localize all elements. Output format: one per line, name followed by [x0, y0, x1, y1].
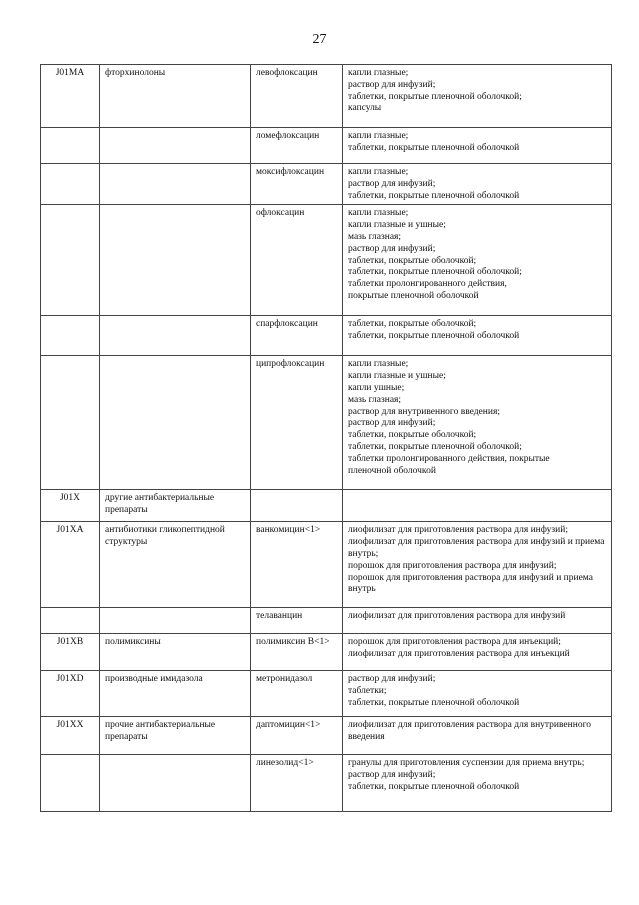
dosage-form: капли глазные и ушные;	[348, 371, 446, 382]
group-cell	[100, 316, 251, 356]
atc-code-cell: J01X	[41, 490, 100, 522]
dosage-form: порошок для приготовления раствора для инфузий и приема внутрь	[348, 572, 593, 595]
dosage-form: капли глазные;	[348, 68, 409, 78]
group-cell	[100, 356, 251, 490]
dosage-forms-cell	[343, 522, 612, 608]
drug-name-cell: ванкомицин<1>	[251, 522, 343, 608]
dosage-form: лиофилизат для приготовления раствора для внутривенного введения	[348, 720, 591, 743]
dosage-form: раствор для инфузий;	[348, 79, 436, 90]
group-cell	[100, 205, 251, 316]
atc-code-cell	[41, 164, 100, 205]
group-cell: полимиксины	[100, 634, 251, 671]
table-row	[41, 356, 612, 490]
table-row	[41, 164, 612, 205]
dosage-form: мазь глазная;	[348, 231, 402, 242]
dosage-forms-cell	[343, 634, 612, 671]
dosage-form: таблетки, покрытые пленочной оболочкой	[348, 142, 520, 153]
table-row	[41, 634, 612, 671]
drug-name-cell: моксифлоксацин	[251, 164, 343, 205]
drug-name-cell: ципрофлоксацин	[251, 356, 343, 490]
dosage-form: таблетки, покрытые пленочной оболочкой;	[348, 441, 522, 452]
dosage-forms-cell	[343, 356, 612, 490]
dosage-form: капли глазные и ушные;	[348, 220, 446, 231]
atc-code-cell: J01XD	[41, 671, 100, 717]
dosage-form: таблетки, покрытые оболочкой;	[348, 430, 477, 441]
atc-code-cell	[41, 128, 100, 164]
drug-name-cell	[251, 490, 343, 522]
table-row	[41, 717, 612, 755]
dosage-form: мазь глазная;	[348, 394, 402, 405]
drug-name-cell: метронидазол	[251, 671, 343, 717]
dosage-form: таблетки, покрытые оболочкой;	[348, 319, 477, 330]
dosage-forms-cell	[343, 717, 612, 755]
group-cell	[100, 128, 251, 164]
group-cell: антибиотики гликопептидной структуры	[100, 522, 251, 608]
dosage-form: раствор для инфузий;	[348, 418, 436, 429]
dosage-form: пленочной оболочкой	[348, 465, 436, 476]
drug-name-cell: телаванцин	[251, 608, 343, 634]
atc-code-cell	[41, 205, 100, 316]
dosage-form: покрытые пленочной оболочкой	[348, 290, 479, 301]
dosage-form: таблетки пролонгированного действия, покрытые	[348, 453, 550, 464]
dosage-form: порошок для приготовления раствора для инъекций;	[348, 637, 561, 648]
dosage-form: лиофилизат для приготовления раствора для инфузий и приема внутрь;	[348, 537, 605, 559]
drug-table	[40, 64, 612, 812]
dosage-forms-cell	[343, 65, 612, 128]
dosage-form: таблетки, покрытые пленочной оболочкой;	[348, 91, 522, 102]
dosage-form: капсулы	[348, 103, 382, 114]
drug-name-cell: полимиксин B<1>	[251, 634, 343, 671]
dosage-form: лиофилизат для приготовления раствора для инфузий	[348, 611, 566, 622]
dosage-form: капли ушные;	[348, 382, 405, 393]
dosage-form: таблетки, покрытые пленочной оболочкой;	[348, 267, 522, 278]
table-row	[41, 522, 612, 608]
group-cell	[100, 608, 251, 634]
dosage-forms-cell	[343, 128, 612, 164]
table-row	[41, 65, 612, 128]
dosage-form: таблетки пролонгированного действия,	[348, 279, 507, 290]
dosage-form: капли глазные;	[348, 359, 409, 370]
dosage-form: капли глазные;	[348, 131, 409, 141]
table-row	[41, 205, 612, 316]
dosage-form: капли глазные;	[348, 208, 409, 219]
table-row	[41, 671, 612, 717]
atc-code-cell: J01XA	[41, 522, 100, 608]
group-cell: фторхинолоны	[100, 65, 251, 128]
dosage-forms-cell	[343, 205, 612, 316]
dosage-forms-cell	[343, 608, 612, 634]
dosage-form: гранулы для приготовления суспензии для приема внутрь;	[348, 758, 585, 769]
dosage-form: лиофилизат для приготовления раствора для инъекций	[348, 649, 570, 660]
group-cell: прочие антибактериальные препараты	[100, 717, 251, 755]
dosage-form: раствор для инфузий;	[348, 770, 436, 781]
page-number: 27	[312, 32, 327, 47]
dosage-form: таблетки, покрытые оболочкой;	[348, 255, 477, 266]
group-cell	[100, 164, 251, 205]
dosage-form: таблетки, покрытые пленочной оболочкой	[348, 331, 520, 342]
drug-name-cell: даптомицин<1>	[251, 717, 343, 755]
table-row	[41, 128, 612, 164]
drug-name-cell: спарфлоксацин	[251, 316, 343, 356]
dosage-form: порошок для приготовления раствора для инфузий;	[348, 560, 557, 571]
dosage-form: таблетки, покрытые пленочной оболочкой	[348, 190, 520, 201]
dosage-forms-cell	[343, 755, 612, 812]
group-cell: другие антибактериальные препараты	[100, 490, 251, 522]
table-row	[41, 490, 612, 522]
dosage-form: лиофилизат для приготовления раствора для инфузий;	[348, 525, 568, 536]
group-cell: производные имидазола	[100, 671, 251, 717]
drug-name-cell: левофлоксацин	[251, 65, 343, 128]
atc-code-cell	[41, 316, 100, 356]
atc-code-cell: J01XB	[41, 634, 100, 671]
dosage-forms-cell	[343, 490, 612, 522]
dosage-form: раствор для инфузий;	[348, 178, 436, 189]
dosage-form: раствор для инфузий;	[348, 674, 436, 685]
dosage-form: раствор для внутривенного введения;	[348, 406, 500, 417]
dosage-form: капли глазные;	[348, 167, 409, 177]
table-row	[41, 316, 612, 356]
atc-code-cell	[41, 755, 100, 812]
dosage-form: таблетки, покрытые пленочной оболочкой	[348, 781, 520, 792]
dosage-form: раствор для инфузий;	[348, 243, 436, 254]
atc-code-cell	[41, 608, 100, 634]
drug-name-cell: линезолид<1>	[251, 755, 343, 812]
table-row	[41, 608, 612, 634]
dosage-forms-cell	[343, 164, 612, 205]
group-cell	[100, 755, 251, 812]
drug-name-cell: офлоксацин	[251, 205, 343, 316]
atc-code-cell: J01MA	[41, 65, 100, 128]
dosage-form: таблетки;	[348, 686, 387, 697]
drug-name-cell: ломефлоксацин	[251, 128, 343, 164]
table-row	[41, 755, 612, 812]
atc-code-cell	[41, 356, 100, 490]
atc-code-cell: J01XX	[41, 717, 100, 755]
dosage-forms-cell	[343, 671, 612, 717]
dosage-form: таблетки, покрытые пленочной оболочкой	[348, 697, 520, 708]
dosage-forms-cell	[343, 316, 612, 356]
